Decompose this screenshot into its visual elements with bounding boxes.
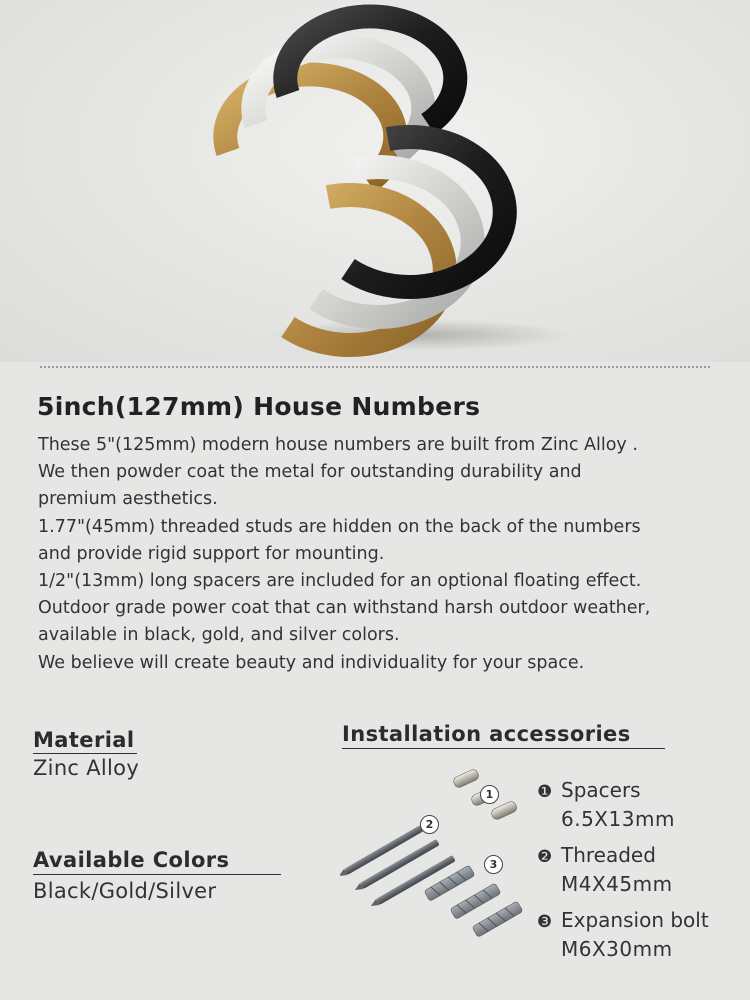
item-number: ❸ [537, 912, 553, 932]
house-number-3-image [0, 0, 750, 362]
badge-spacers: 1 [480, 785, 499, 804]
item-spec: 6.5X13mm [561, 807, 675, 831]
accessories-heading: Installation accessories [342, 722, 631, 746]
description-line: We believe will create beauty and individuality for your space. [38, 652, 585, 673]
item-number: ❶ [537, 782, 553, 802]
description-line: Outdoor grade power coat that can withstand harsh outdoor weather, [38, 598, 651, 619]
installation-hardware-image [340, 765, 540, 944]
hero-image [0, 0, 750, 362]
description-line: 1/2"(13mm) long spacers are included for an optional floating effect. [38, 571, 642, 592]
description-line: premium aesthetics. [38, 489, 218, 510]
material-underline [33, 753, 137, 754]
dotted-divider [40, 366, 710, 368]
material-heading: Material [33, 728, 135, 752]
item-spec: M6X30mm [561, 937, 673, 961]
description-line: We then powder coat the metal for outstanding durability and [38, 462, 582, 483]
material-value: Zinc Alloy [33, 756, 140, 780]
badge-threaded: 2 [420, 815, 439, 834]
description-line: These 5"(125mm) modern house numbers are built from Zinc Alloy . [38, 435, 638, 455]
description-line: 1.77"(45mm) threaded studs are hidden on the back of the numbers [38, 516, 641, 537]
description-line: available in black, gold, and silver colors. [38, 625, 400, 646]
description-line: and provide rigid support for mounting. [38, 543, 385, 564]
item-name: Spacers [561, 778, 641, 802]
accessories-underline [342, 748, 665, 749]
product-title: 5inch(127mm) House Numbers [37, 392, 481, 421]
item-number: ❷ [537, 847, 553, 867]
colors-heading: Available Colors [33, 848, 230, 872]
badge-expansion-bolt: 3 [484, 855, 503, 874]
item-name: Threaded [561, 843, 656, 867]
product-description [38, 432, 728, 677]
colors-underline [33, 874, 281, 875]
colors-value: Black/Gold/Silver [33, 879, 217, 903]
item-name: Expansion bolt [561, 908, 709, 932]
hardware-illustration [340, 765, 540, 940]
item-spec: M4X45mm [561, 872, 673, 896]
